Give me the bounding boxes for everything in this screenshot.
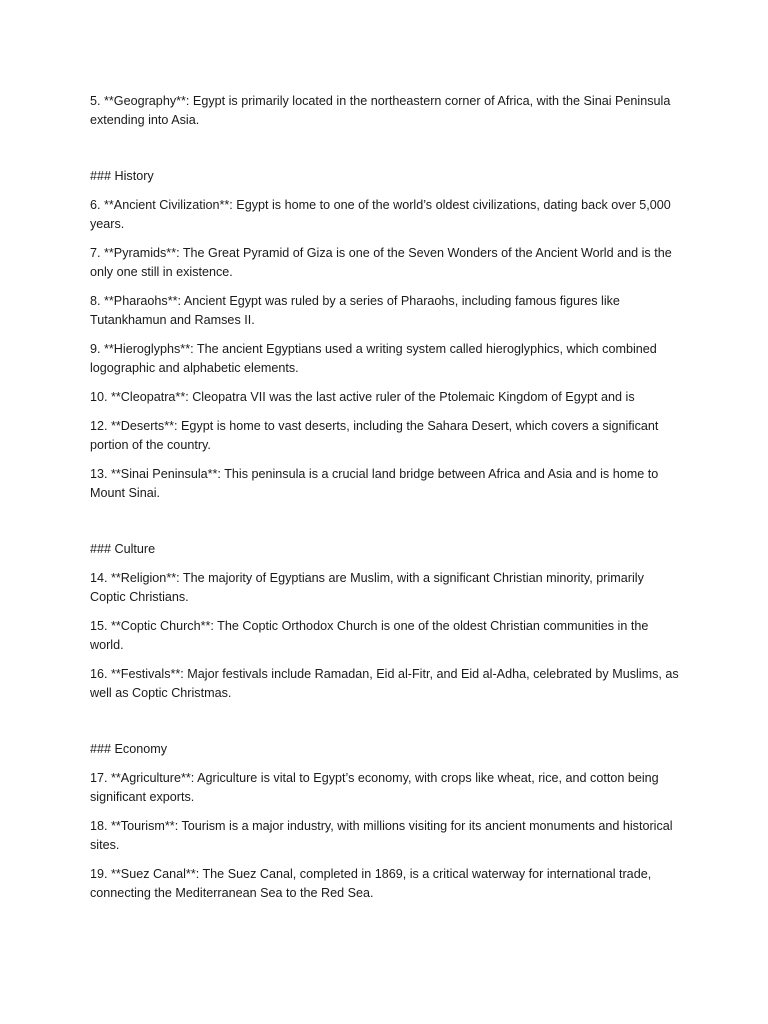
paragraph-cleopatra: 10. **Cleopatra**: Cleopatra VII was the last active ruler of the Ptolemaic Kingdom of Egypt and is: [90, 390, 635, 404]
paragraph-sinai-peninsula: 13. **Sinai Peninsula**: This peninsula is a crucial land bridge between Africa and Asia and is home to Mount Sinai.: [90, 467, 659, 500]
section-heading-history: ### History: [90, 169, 154, 183]
paragraph-pyramids: 7. **Pyramids**: The Great Pyramid of Giza is one of the Seven Wonders of the Ancient World and is the only one still in existence.: [90, 246, 672, 279]
document-body: [90, 92, 682, 913]
section-history: [90, 167, 682, 503]
paragraph-geography: 5. **Geography**: Egypt is primarily located in the northeastern corner of Africa, with the Sinai Peninsula extending into Asia.: [90, 94, 671, 127]
paragraph-agriculture: 17. **Agriculture**: Agriculture is vital to Egypt’s economy, with crops like wheat, rice, and cotton being significant exports.: [90, 771, 659, 804]
paragraph-festivals: 16. **Festivals**: Major festivals include Ramadan, Eid al-Fitr, and Eid al-Adha, celebrated by Muslims, as well as Coptic Christmas.: [90, 667, 679, 700]
paragraph-tourism: 18. **Tourism**: Tourism is a major industry, with millions visiting for its ancient monuments and historical sites.: [90, 819, 673, 852]
section-culture: [90, 540, 682, 703]
paragraph-suez-canal: 19. **Suez Canal**: The Suez Canal, completed in 1869, is a critical waterway for international trade, connecting the Mediterranean Sea to the Red Sea.: [90, 867, 652, 900]
paragraph-religion: 14. **Religion**: The majority of Egyptians are Muslim, with a significant Christian minority, primarily Coptic Christians.: [90, 571, 644, 604]
paragraph-deserts: 12. **Deserts**: Egypt is home to vast deserts, including the Sahara Desert, which covers a significant portion of the country.: [90, 419, 659, 452]
section-heading-culture: ### Culture: [90, 542, 156, 556]
section-economy: [90, 740, 682, 903]
paragraph-coptic-church: 15. **Coptic Church**: The Coptic Orthodox Church is one of the oldest Christian communities in the world.: [90, 619, 649, 652]
paragraph-hieroglyphs: 9. **Hieroglyphs**: The ancient Egyptians used a writing system called hieroglyphics, which combined logographic and alphabetic elements.: [90, 342, 657, 375]
paragraph-ancient-civilization: 6. **Ancient Civilization**: Egypt is home to one of the world’s oldest civilizations, dating back over 5,000 years.: [90, 198, 671, 231]
section-heading-economy: ### Economy: [90, 742, 168, 756]
paragraph-pharaohs: 8. **Pharaohs**: Ancient Egypt was ruled by a series of Pharaohs, including famous figures like Tutankhamun and Ramses II.: [90, 294, 620, 327]
